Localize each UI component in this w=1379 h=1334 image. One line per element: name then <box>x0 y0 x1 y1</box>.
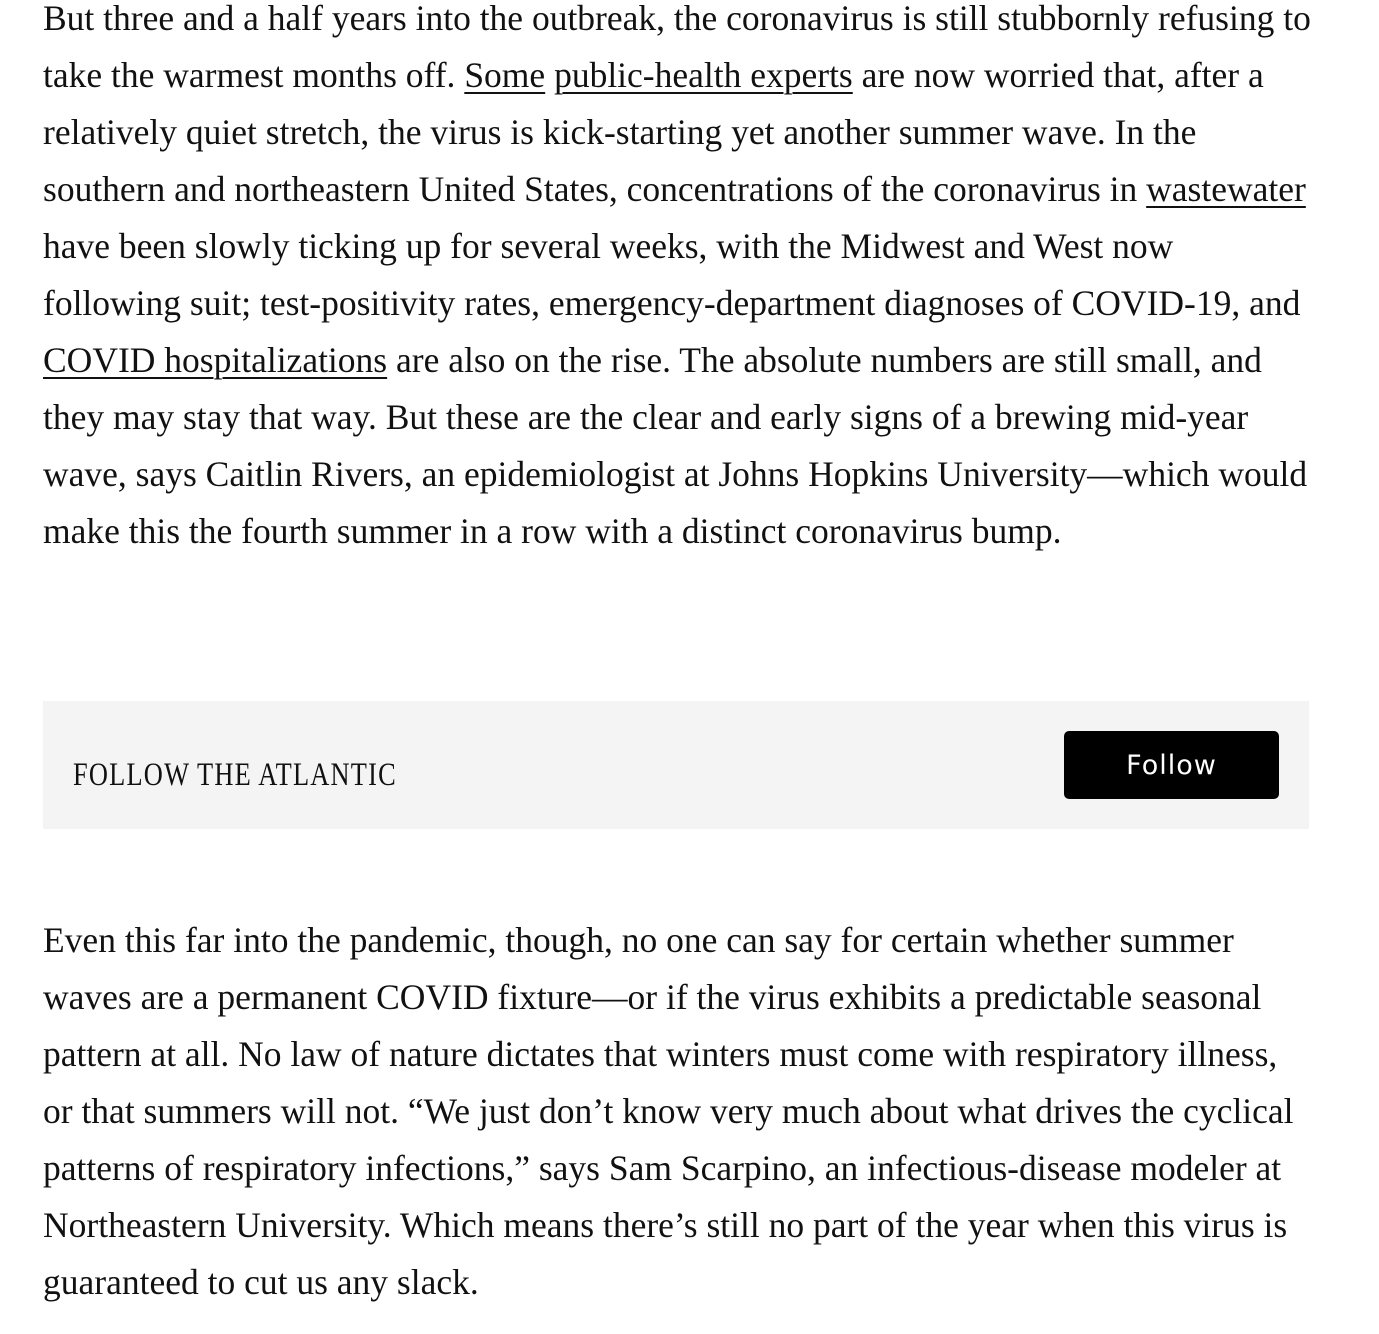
paragraph-text: have been slowly ticking up for several weeks, with the Midwest and West now following suit; test-positivity rates, emergency-department diagnoses of COVID-19, and <box>43 226 1301 323</box>
paragraph-text: are also on the rise. The absolute numbers are still small, and they may stay that way. But these are the clear and early signs of a brewing mid-year wave, says Caitlin Rivers, an epidemiologist at Johns Hopkins University—which would make this the fourth summer in a row with a distinct coronavirus bump. <box>43 340 1308 551</box>
link-public-health-experts[interactable]: public-health experts <box>554 55 853 95</box>
link-wastewater[interactable]: wastewater <box>1146 169 1306 209</box>
follow-heading: FOLLOW THE ATLANTIC <box>73 757 397 793</box>
link-some[interactable]: Some <box>464 55 546 95</box>
follow-module <box>43 701 1309 829</box>
article-paragraph: Even this far into the pandemic, though, no one can say for certain whether summer waves are a permanent COVID fixture—or if the virus exhibits a predictable seasonal pattern at all. No law of nature dictates that winters must come with respiratory illness, or that summers will not. “We just don’t know very much about what drives the cyclical patterns of respiratory infections,” says Sam Scarpino, an infectious-disease modeler at Northeastern University. Which means there’s still no part of the year when this virus is guaranteed to cut us any slack. <box>43 920 1294 1302</box>
paragraph-text: But three and a half years into the outbreak, the coronavirus is still stubbornly refusing to take the warmest months off. <box>43 0 1311 95</box>
follow-button[interactable]: Follow <box>1064 731 1279 799</box>
link-covid-hospitalizations[interactable]: COVID hospitalizations <box>43 340 388 380</box>
article-paragraph <box>43 0 1313 560</box>
paragraph-text <box>545 55 554 95</box>
paragraph-text: are now worried that, after a relatively quiet stretch, the virus is kick-starting yet another summer wave. In the southern and northeastern United States, concentrations of the coronavirus in <box>43 55 1264 209</box>
